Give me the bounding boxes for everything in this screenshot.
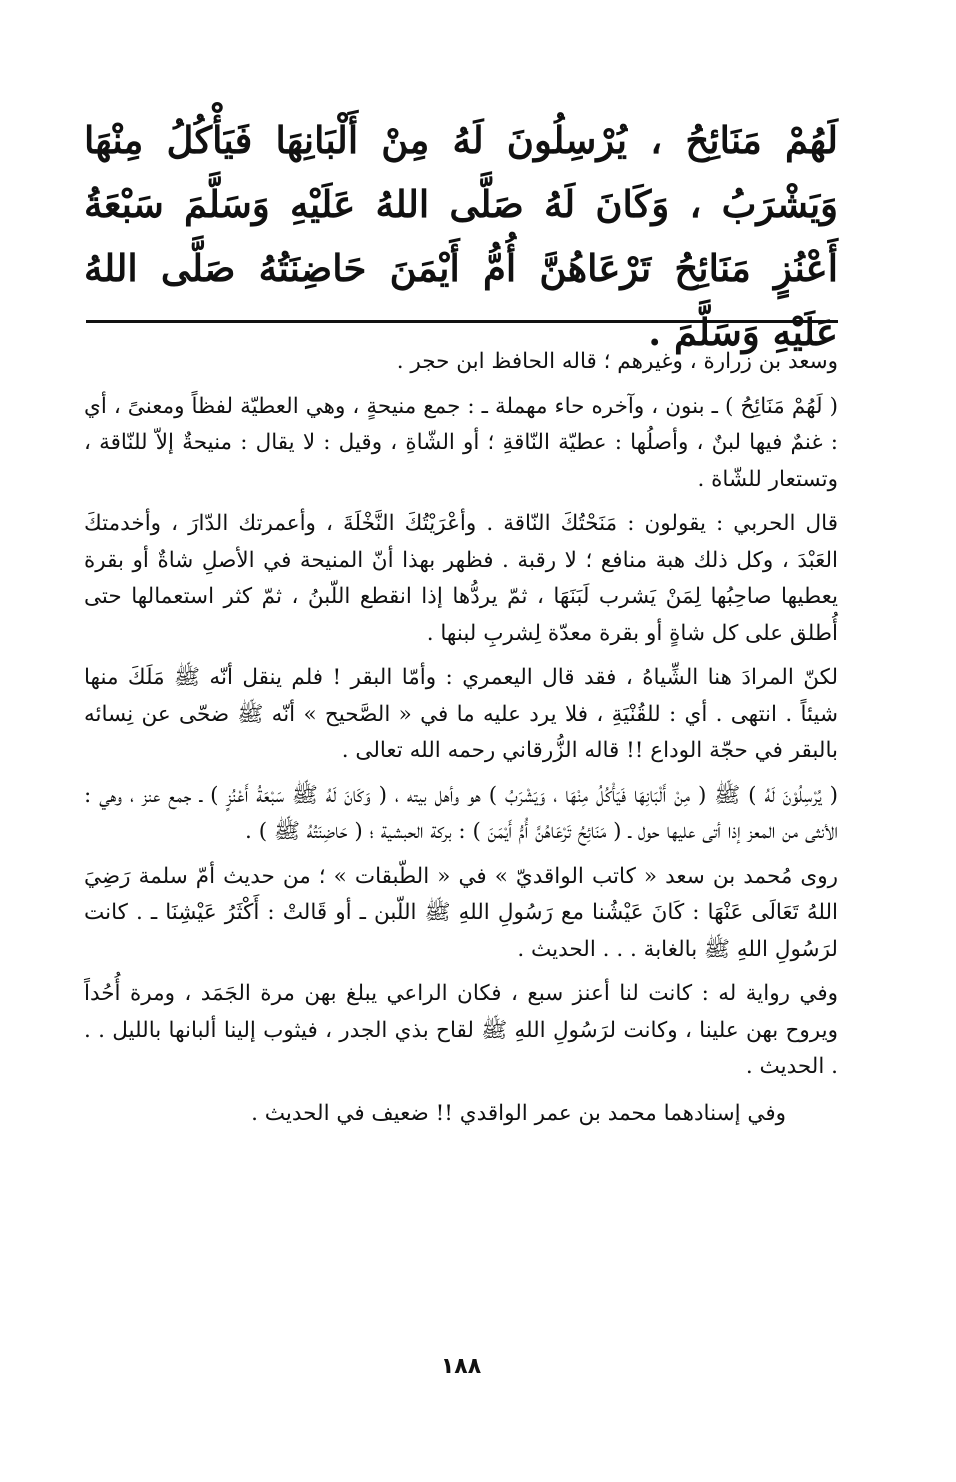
footnote-paragraph: روى مُحمد بن سعد « كاتب الواقديّ » في « الطّبقات » ؛ من حديث أمّ سلمة رَضِيَ اللهُ تَعَالَى عَنْهَا : كَانَ عَيْشُنا مع رَسُولِ اللهِ ﷺ اللّبن ـ أو قَالتْ : أَكْثَرُ عَيْشِنَا ـ . كانت لرَسُولِ اللهِ ﷺ بالغابة . . . الحديث . xyxy=(84,863,838,962)
main-text-block xyxy=(84,108,838,364)
footnotes-block xyxy=(84,344,838,1140)
page-number: ١٨٨ xyxy=(440,1354,482,1379)
footnote-paragraph: وفي رواية له : كانت لنا أعنز سبع ، فكان الراعي يبلغ بهن مرة الجَمَد ، ومرة أُحُداً ويروح بهن علينا ، وكانت لرَسُولِ اللهِ ﷺ لقاح بذي الجدر ، فيثوب إلينا ألبانها بالليل . . . الحديث . xyxy=(84,981,838,1079)
footnote-paragraph: ( لَهُمْ مَنَائِحُ ) ـ بنون ، وآخره حاء مهملة ـ : جمع منيحةٍ ، وهي العطيّة لفظاً ومعنىً ، أي : غنمٌ فيها لبنٌ ، وأصلُها : عطيّة النّاقةِ ؛ أو الشّاةِ ، وقيل : لا يقال : منيحةٌ إلاّ للنّاقة ، وتستعار للشّاة . xyxy=(84,393,838,492)
footnote-paragraph: ( يُرْسِلُوْنَ لَهُ ) ﷺ ( مِنْ أَلْبَانِهَا فَيَأْكُلُ مِنْهَا ، وَيَشْرَبُ ) هو وأهل بيته ، ( وَكَانَ لَهُ ﷺ سَبْعَةُ أَعْنُزٍ ) ـ جمع عنز ، وهي : الأنثى من المعز إذا أتى عليها حول ـ ( مَنَائِحُ تَرْعَاهُنَّ أُمُّ أَيْمَنَ ) : بركة الحبشية ؛ ( حَاضِنَتُهُ ﷺ ) . xyxy=(84,782,838,844)
footnote-paragraph: وفي إسنادهما محمد بن عمر الواقدي !! ضعيف في الحديث . xyxy=(251,1100,786,1126)
footnote-paragraph: وسعد بن زرارة ، وغيرهم ؛ قاله الحافظ ابن حجر . xyxy=(396,349,838,374)
footnote-separator xyxy=(86,320,838,323)
footnote-paragraph: قال الحربي : يقولون : مَنَحْتُكَ النّاقة . وأعْرَيْتُكَ النَّخْلَةَ ، وأعمرتك الدّارَ ، وأخدمتكَ العَبْدَ ، وكل ذلك هبة منافع ؛ لا رقبة . فظهر بهذا أنّ المنيحة في الأصلِ شاةٌ أو بقرة يعطيها صاحِبُها لِمَنْ يَشرب لَبَنَهَا ، ثمّ يردُّها إذا انقطع اللّبنُ ، ثمّ كثر استعمالها حتى أُطلق على كل شاةٍ أو بقرة معدّة لِشربِ لبنها . xyxy=(84,511,838,646)
book-page xyxy=(84,108,838,1408)
footnote-paragraph: لكنّ المرادَ هنا الشِّياهُ ، فقد قال اليعمري : وأمّا البقر ! فلم ينقل أنّه ﷺ مَلَكَ منها شيئاً . انتهى . أي : للقُنْيَةِ ، فلا يرد عليه ما في « الصَّحيح » أنّه ﷺ ضحّى عن نِسائه بالبقر في حجّة الوداع !! قاله الزُّرقاني رحمه الله تعالى . xyxy=(84,665,838,763)
main-paragraph: لَهُمْ مَنَائِحُ ، يُرْسِلُونَ لَهُ مِنْ أَلْبَانِهَا فَيَأْكُلُ مِنْهَا وَيَشْرَبُ ، وَكَانَ لَهُ صَلَّى اللهُ عَلَيْهِ وَسَلَّمَ سَبْعَةُ أَعْنُزٍ مَنَائِحُ تَرْعَاهُنَّ أُمُّ أَيْمَنَ حَاضِنَتُهُ صَلَّى اللهُ عَلَيْهِ وَسَلَّمَ . xyxy=(84,118,838,354)
